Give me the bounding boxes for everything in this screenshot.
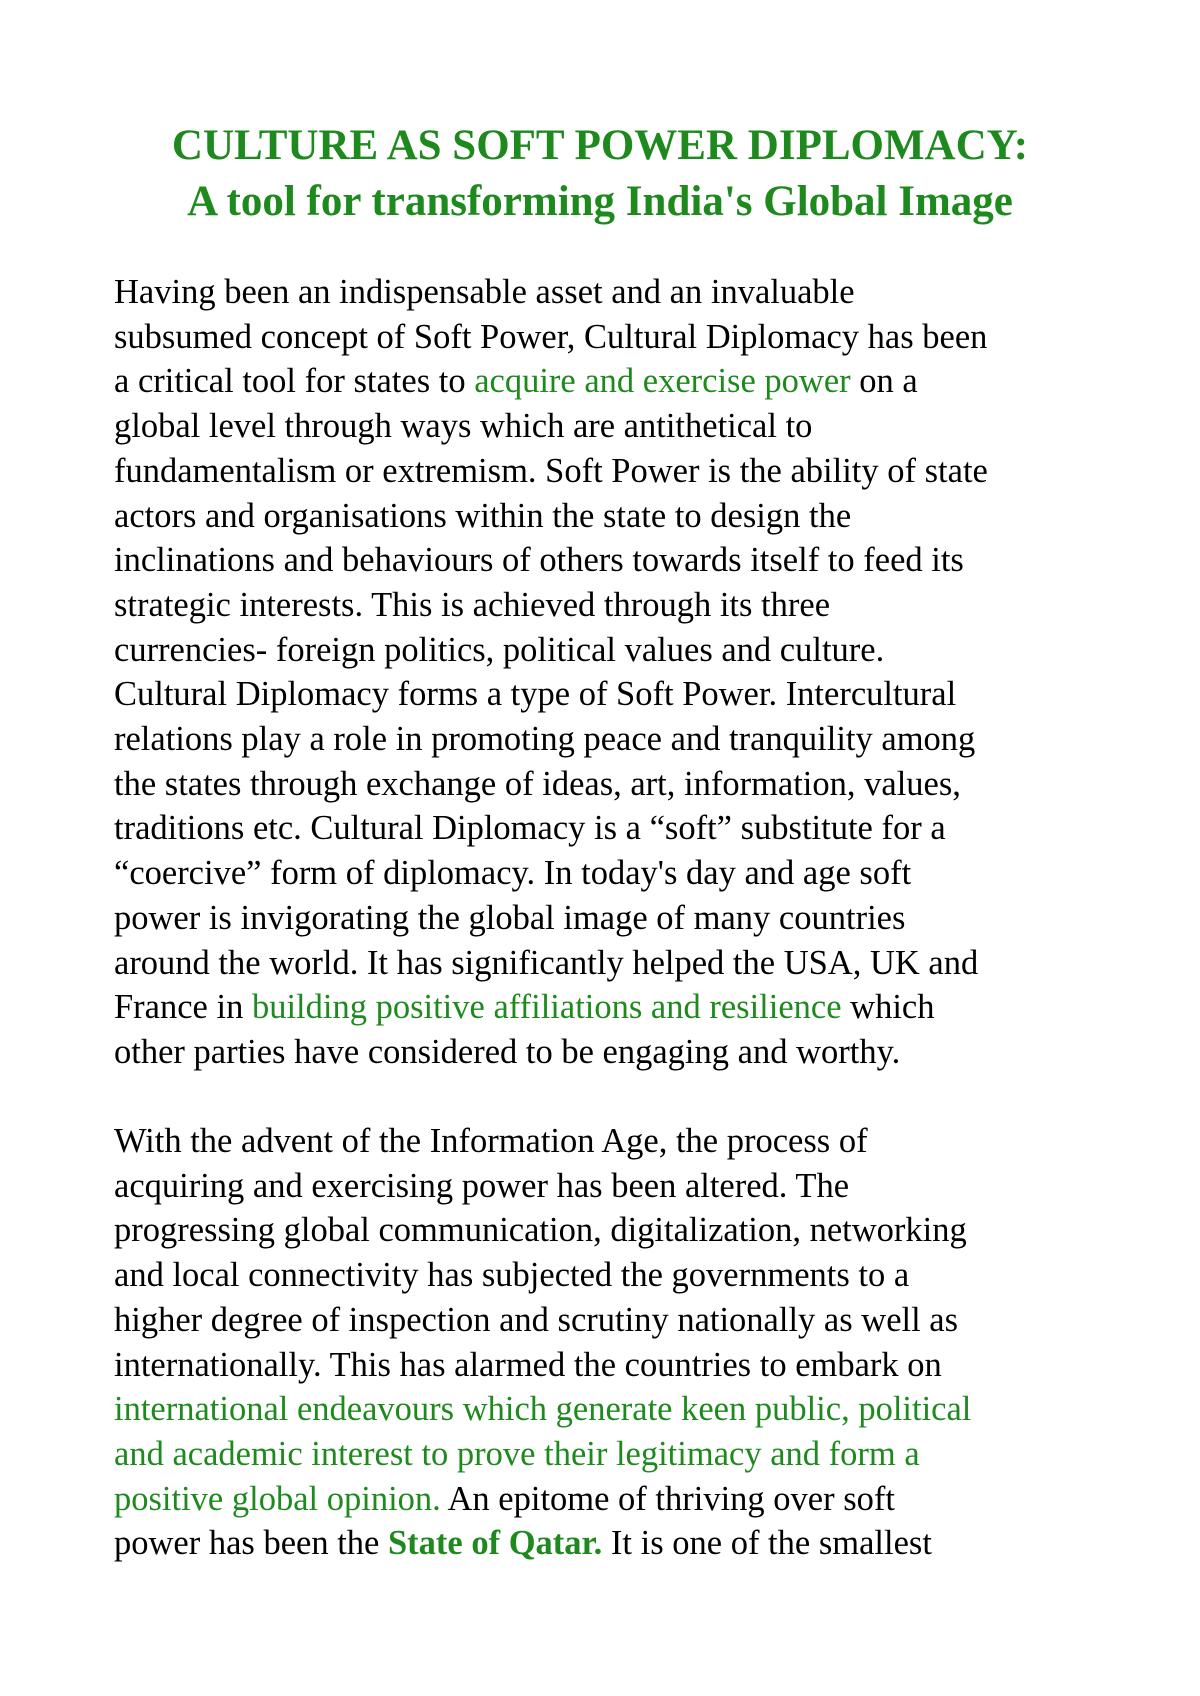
paragraph1-line-5 [114,449,1114,494]
text-run: higher degree of inspection and scrutiny nationally as well as [114,1300,959,1339]
paragraph-1 [114,270,1114,1075]
paragraph1-line-4 [114,404,1114,449]
text-run: “coercive” form of diplomacy. In today's day and age soft [114,854,912,893]
text-run: which [841,988,935,1027]
paragraph2-line-5 [114,1298,1114,1343]
text-run: power has been the [114,1524,388,1563]
paragraph1-line-12 [114,762,1114,807]
paragraph1-line-18 [114,1030,1114,1075]
paragraph2-line-7 [114,1387,1114,1432]
paragraph1-line-10 [114,672,1114,717]
paragraph-2 [114,1119,1114,1566]
highlighted-text: acquire and exercise power [474,362,851,401]
text-run: power is invigorating the global image of many countries [114,898,906,937]
text-run: global level through ways which are antithetical to [114,407,813,446]
text-run: relations play a role in promoting peace and tranquility among [114,720,976,759]
document-title [0,118,1200,230]
text-run: subsumed concept of Soft Power, Cultural Diplomacy has been [114,317,988,356]
text-run: around the world. It has significantly helped the USA, UK and [114,943,979,982]
text-run: on a [850,362,918,401]
paragraph2-line-10 [114,1521,1114,1566]
paragraph1-line-13 [114,806,1114,851]
paragraph1-line-14 [114,851,1114,896]
text-run: fundamentalism or extremism. Soft Power is the ability of state [114,451,988,490]
text-run: Cultural Diplomacy forms a type of Soft Power. Intercultural [114,675,957,714]
paragraph2-line-2 [114,1164,1114,1209]
paragraph1-line-8 [114,583,1114,628]
text-run: An epitome of thriving over soft [440,1479,895,1518]
text-run: It is one of the smallest [602,1524,932,1563]
text-run: acquiring and exercising power has been altered. The [114,1166,850,1205]
paragraph1-line-11 [114,717,1114,762]
text-run: other parties have considered to be engaging and worthy. [114,1032,901,1071]
text-run: progressing global communication, digitalization, networking [114,1211,967,1250]
text-run: currencies- foreign politics, political values and culture. [114,630,885,669]
highlighted-text: positive global opinion. [114,1479,441,1518]
text-run: France in [114,988,252,1027]
title-line-1: CULTURE AS SOFT POWER DIPLOMACY: [171,122,1029,169]
paragraph2-line-4 [114,1253,1114,1298]
paragraph2-line-9 [114,1477,1114,1522]
text-run: traditions etc. Cultural Diplomacy is a “soft” substitute for a [114,809,946,848]
paragraph2-line-8 [114,1432,1114,1477]
paragraph1-line-15 [114,896,1114,941]
text-run: internationally. This has alarmed the countries to embark on [114,1345,942,1384]
text-run: Having been an indispensable asset and an invaluable [114,273,855,311]
text-run: With the advent of the Information Age, the process of [114,1122,868,1160]
title-line-2: A tool for transforming India's Global Image [187,178,1013,225]
paragraph1-line-9 [114,628,1114,673]
text-run: inclinations and behaviours of others towards itself to feed its [114,541,964,580]
paragraph2-line-1 [114,1119,1114,1164]
text-run: and local connectivity has subjected the governments to a [114,1256,910,1295]
paragraph1-line-6 [114,494,1114,539]
paragraph1-line-3 [114,359,1114,404]
text-run: a critical tool for states to [114,362,475,401]
highlighted-text: international endeavours which generate keen public, political [114,1390,972,1429]
highlighted-text: and academic interest to prove their legitimacy and form a [114,1434,920,1473]
highlighted-text: building positive affiliations and resilience [251,988,842,1027]
text-run: the states through exchange of ideas, art, information, values, [114,764,961,803]
paragraph1-line-1 [114,270,1114,315]
text-run: strategic interests. This is achieved through its three [114,585,831,624]
paragraph2-line-6 [114,1343,1114,1388]
paragraph2-line-3 [114,1208,1114,1253]
text-run: actors and organisations within the state to design the [114,496,852,535]
paragraph1-line-17 [114,985,1114,1030]
paragraph1-line-7 [114,538,1114,583]
highlighted-text: State of Qatar. [387,1524,603,1563]
paragraph1-line-16 [114,941,1114,986]
paragraph1-line-2 [114,315,1114,360]
